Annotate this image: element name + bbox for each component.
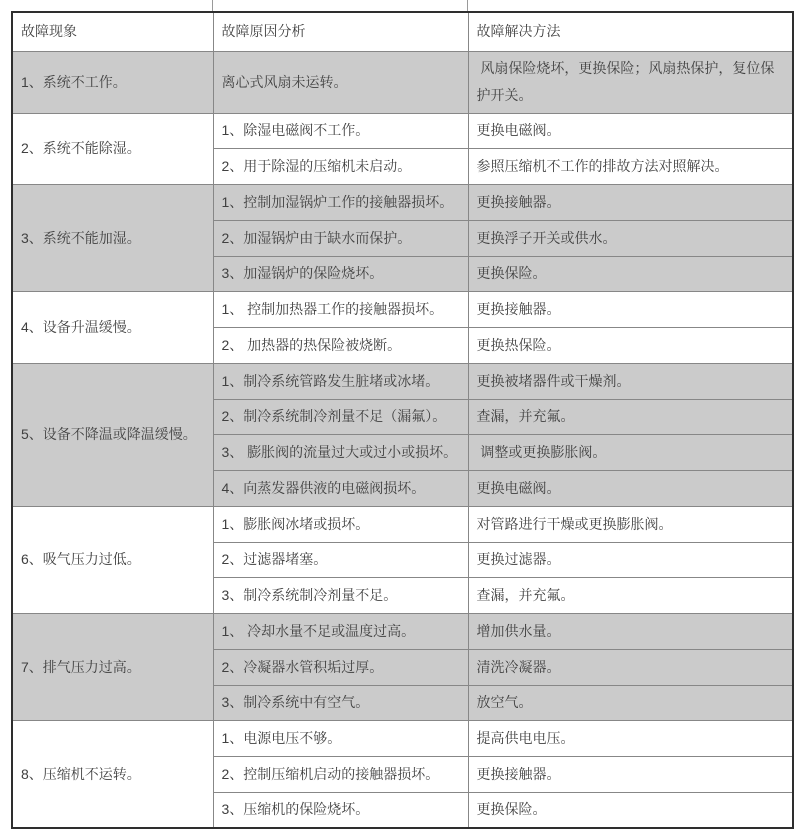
cause-cell: 2、过滤器堵塞。 — [213, 542, 468, 578]
table-row — [12, 614, 793, 650]
solution-cell: 更换过滤器。 — [468, 542, 793, 578]
cause-cell: 1、控制加湿锅炉工作的接触器损坏。 — [213, 185, 468, 221]
table-row — [12, 185, 793, 221]
phenomenon-cell: 8、压缩机不运转。 — [12, 721, 213, 828]
phenomenon-cell: 2、系统不能除湿。 — [12, 113, 213, 185]
column-header-phenomenon: 故障现象 — [12, 12, 213, 51]
solution-cell: 更换保险。 — [468, 792, 793, 828]
table-row — [12, 51, 793, 113]
solution-cell: 风扇保险烧坏，更换保险；风扇热保护，复位保护开关。 — [468, 51, 793, 113]
cause-cell: 3、加湿锅炉的保险烧坏。 — [213, 256, 468, 292]
cause-cell: 3、压缩机的保险烧坏。 — [213, 792, 468, 828]
phenomenon-cell: 5、设备不降温或降温缓慢。 — [12, 363, 213, 506]
solution-cell: 放空气。 — [468, 685, 793, 721]
top-table-divider-stub-1 — [212, 0, 213, 11]
table-row — [12, 292, 793, 328]
fault-table — [11, 11, 794, 829]
cause-cell: 1、膨胀阀冰堵或损坏。 — [213, 506, 468, 542]
table-row — [12, 506, 793, 542]
cause-cell: 3、制冷系统中有空气。 — [213, 685, 468, 721]
cause-cell: 1、制冷系统管路发生脏堵或冰堵。 — [213, 363, 468, 399]
top-table-divider-stub-2 — [467, 0, 468, 11]
phenomenon-cell: 4、设备升温缓慢。 — [12, 292, 213, 364]
cause-cell: 离心式风扇未运转。 — [213, 51, 468, 113]
solution-cell: 提高供电电压。 — [468, 721, 793, 757]
solution-cell: 清洗冷凝器。 — [468, 649, 793, 685]
phenomenon-cell: 7、排气压力过高。 — [12, 614, 213, 721]
cause-cell: 2、用于除湿的压缩机未启动。 — [213, 149, 468, 185]
solution-cell: 更换被堵器件或干燥剂。 — [468, 363, 793, 399]
table-row — [12, 363, 793, 399]
cause-cell: 2、控制压缩机启动的接触器损坏。 — [213, 757, 468, 793]
solution-cell: 更换接触器。 — [468, 185, 793, 221]
solution-cell: 查漏，并充氟。 — [468, 399, 793, 435]
solution-cell: 更换保险。 — [468, 256, 793, 292]
header-row — [12, 12, 793, 51]
cause-cell: 1、电源电压不够。 — [213, 721, 468, 757]
column-header-solution: 故障解决方法 — [468, 12, 793, 51]
table-row — [12, 721, 793, 757]
solution-cell: 更换接触器。 — [468, 757, 793, 793]
solution-cell: 查漏，并充氟。 — [468, 578, 793, 614]
cause-cell: 2、 加热器的热保险被烧断。 — [213, 328, 468, 364]
cause-cell: 1、除湿电磁阀不工作。 — [213, 113, 468, 149]
cause-cell: 2、冷凝器水管积垢过厚。 — [213, 649, 468, 685]
cause-cell: 2、制冷系统制冷剂量不足（漏氟）。 — [213, 399, 468, 435]
cause-cell: 1、 控制加热器工作的接触器损坏。 — [213, 292, 468, 328]
solution-cell: 更换电磁阀。 — [468, 471, 793, 507]
solution-cell: 参照压缩机不工作的排故方法对照解决。 — [468, 149, 793, 185]
phenomenon-cell: 6、吸气压力过低。 — [12, 506, 213, 613]
cause-cell: 2、加湿锅炉由于缺水而保护。 — [213, 220, 468, 256]
cause-cell: 4、向蒸发器供液的电磁阀损坏。 — [213, 471, 468, 507]
solution-cell: 更换浮子开关或供水。 — [468, 220, 793, 256]
solution-cell: 更换接触器。 — [468, 292, 793, 328]
column-header-cause: 故障原因分析 — [213, 12, 468, 51]
cause-cell: 3、制冷系统制冷剂量不足。 — [213, 578, 468, 614]
solution-cell: 对管路进行干燥或更换膨胀阀。 — [468, 506, 793, 542]
phenomenon-cell: 1、系统不工作。 — [12, 51, 213, 113]
solution-cell: 更换热保险。 — [468, 328, 793, 364]
solution-cell: 增加供水量。 — [468, 614, 793, 650]
cause-cell: 1、 冷却水量不足或温度过高。 — [213, 614, 468, 650]
cause-cell: 3、 膨胀阀的流量过大或过小或损坏。 — [213, 435, 468, 471]
solution-cell: 更换电磁阀。 — [468, 113, 793, 149]
phenomenon-cell: 3、系统不能加湿。 — [12, 185, 213, 292]
solution-cell: 调整或更换膨胀阀。 — [468, 435, 793, 471]
table-row — [12, 113, 793, 149]
